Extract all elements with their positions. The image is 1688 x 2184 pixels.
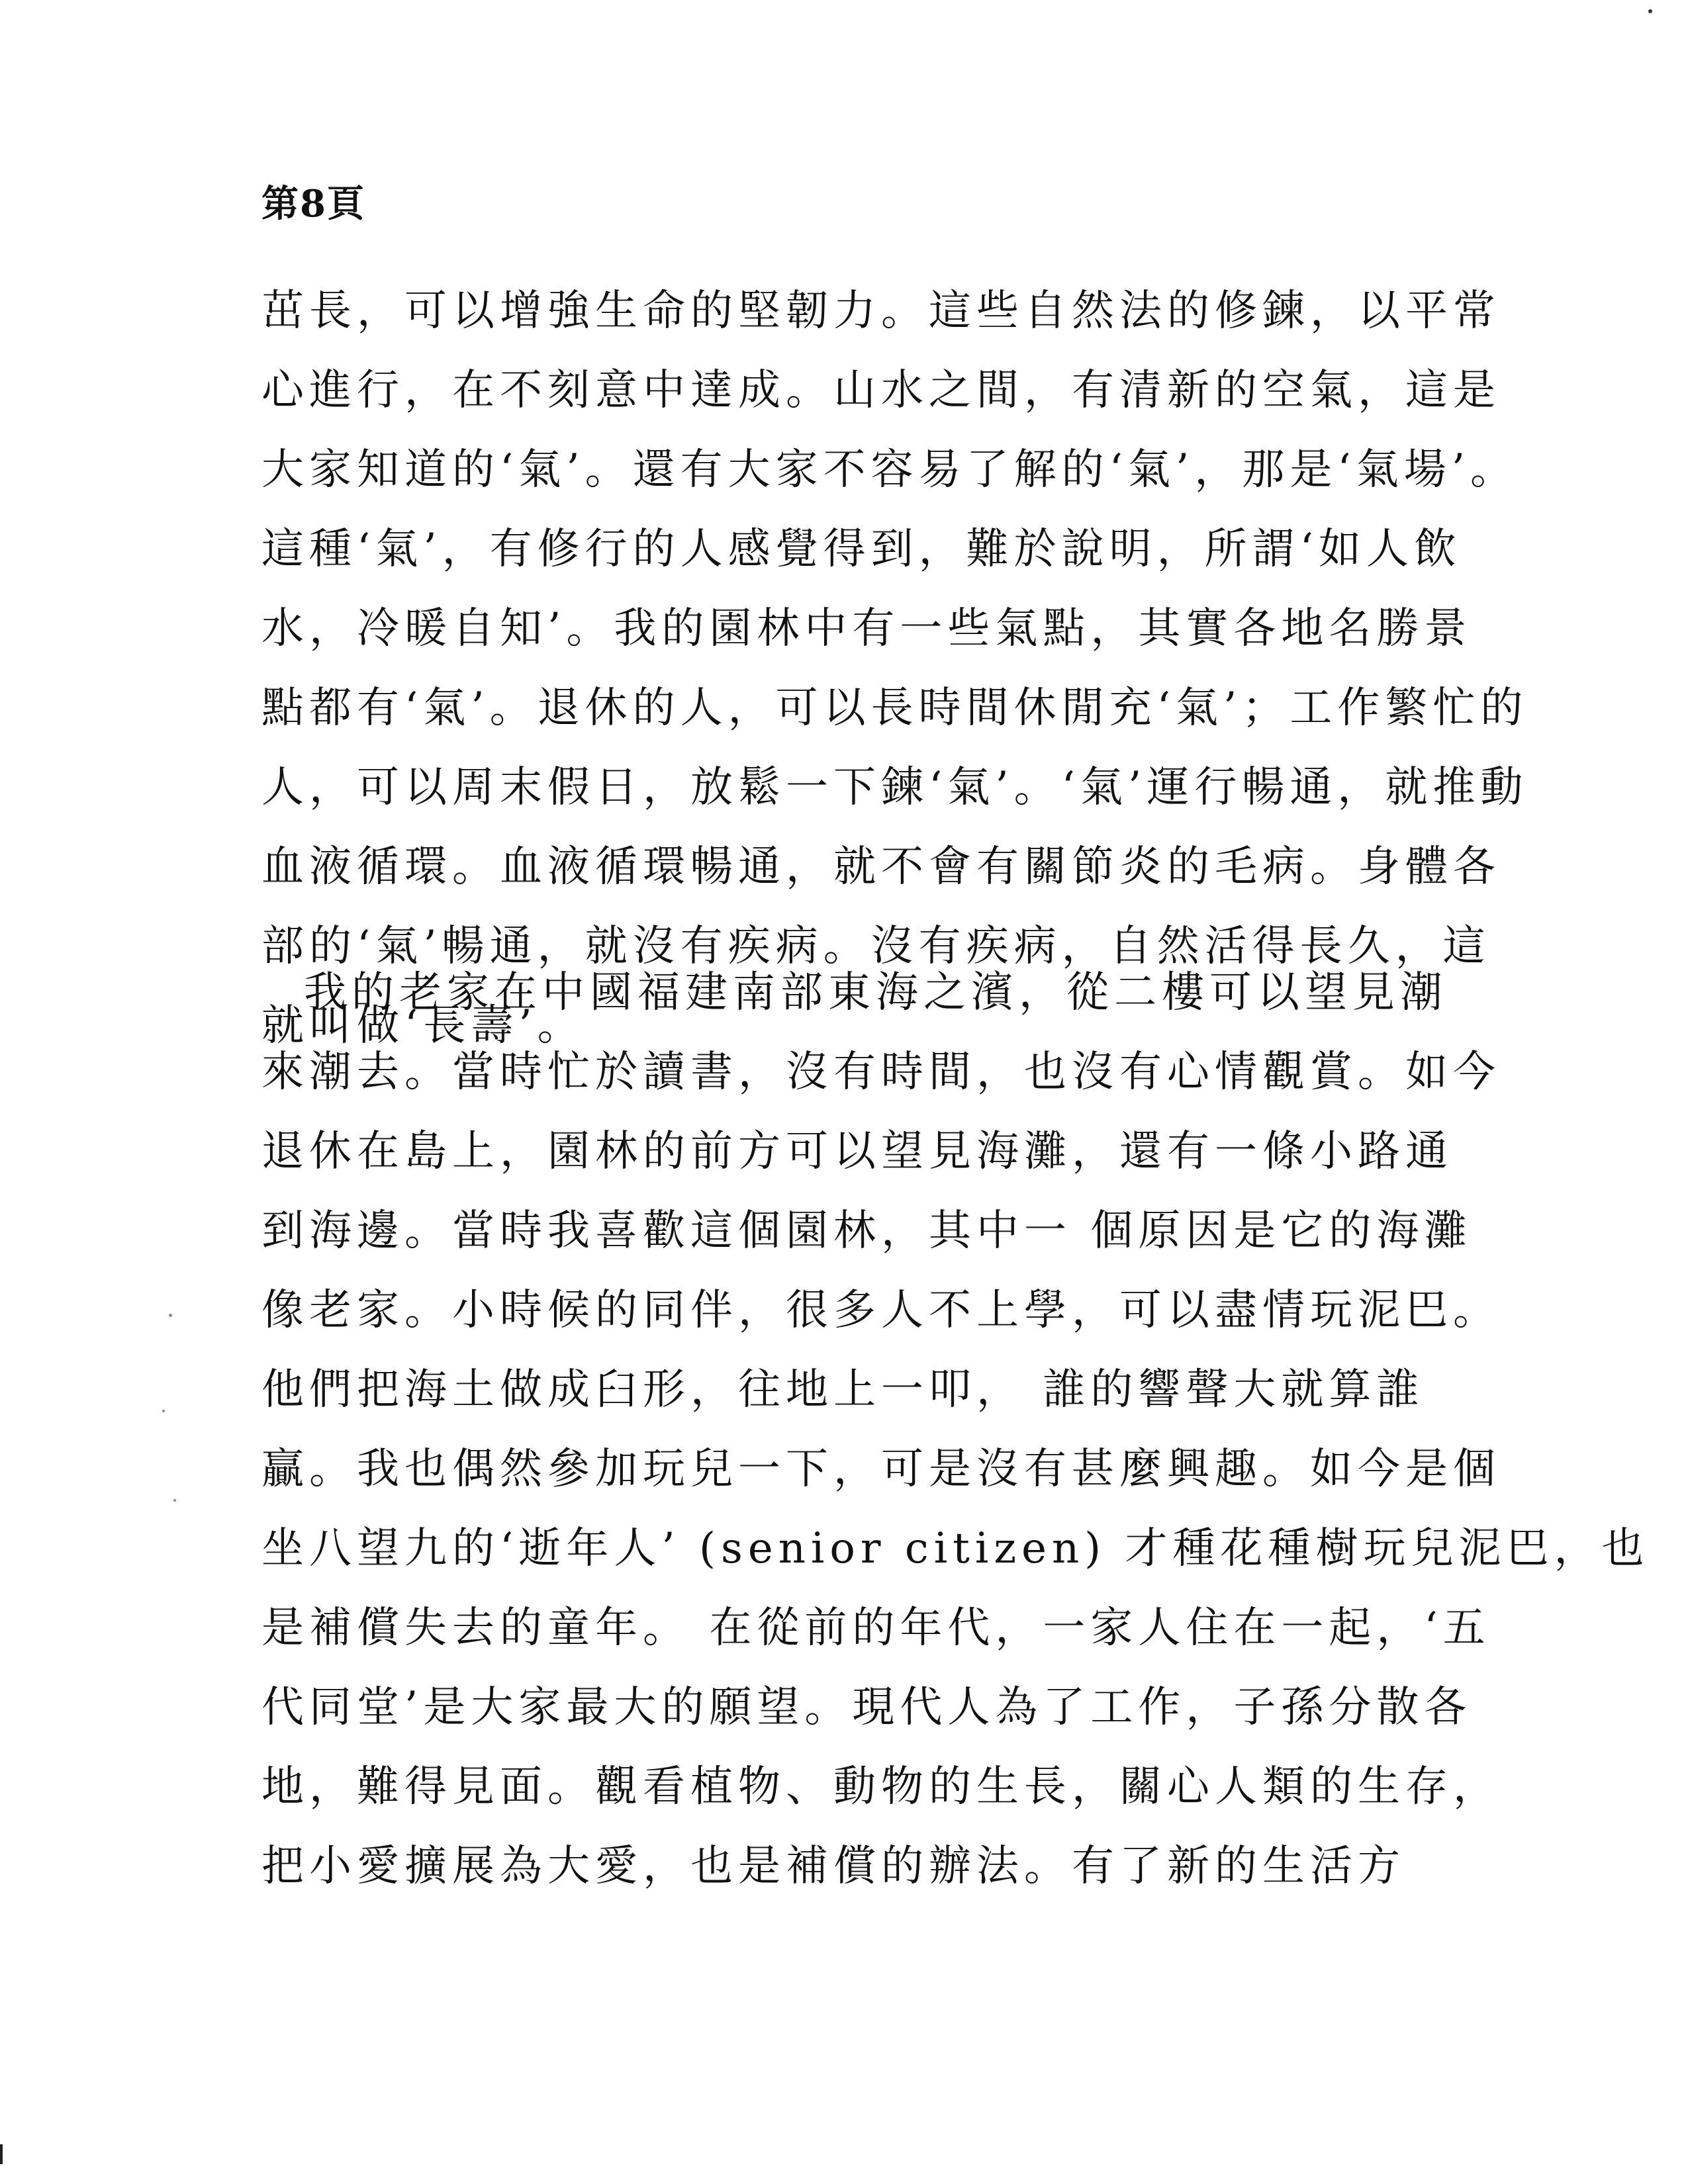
scan-speck (173, 1499, 176, 1502)
scan-speck (169, 1314, 172, 1317)
text-line: 退休在島上，園林的前方可以望見海灘，還有一條小路通 (261, 1127, 1453, 1176)
paragraph-2 (261, 953, 1650, 1906)
text-line: 像老家。小時候的同伴，很多人不上學，可以盡情玩泥巴。 (261, 1286, 1501, 1335)
text-line: 就叫做‘長壽’。 (261, 1001, 585, 1050)
paragraph-1 (261, 271, 1528, 1066)
text-line: 這種‘氣’，有修行的人感覺得到，難於說明，所謂‘如人飲 (261, 525, 1462, 574)
text-line: 贏。我也偶然參加玩兒一下，可是沒有甚麼興趣。如今是個 (261, 1445, 1501, 1494)
text-line: 把小愛擴展為大愛，也是補償的辦法。有了新的生活方 (261, 1842, 1405, 1891)
scan-edge-mark (0, 2144, 3, 2164)
text-line: 心進行，在不刻意中達成。山水之間，有清新的空氣，這是 (261, 366, 1501, 415)
text-line: 水，冷暖自知’。我的園林中有一些氣點，其實各地名勝景 (261, 604, 1472, 653)
text-line: 大家知道的‘氣’。還有大家不容易了解的‘氣’，那是‘氣場’。 (261, 445, 1519, 494)
text-line: 人，可以周末假日，放鬆一下鍊‘氣’。‘氣’運行暢通，就推動 (261, 763, 1528, 812)
text-line: 點都有‘氣’。退休的人，可以長時間休閒充‘氣’；工作繁忙的 (261, 684, 1528, 733)
text-line: 到海邊。當時我喜歡這個園林，其中一 個原因是它的海灘 (261, 1206, 1472, 1255)
page-number: 第8頁 (261, 182, 365, 226)
scan-speck (1648, 9, 1652, 13)
text-line: 血液循環。血液循環暢通，就不會有關節炎的毛病。身體各 (261, 842, 1501, 891)
text-line: 部的‘氣’暢通，就沒有疾病。沒有疾病，自然活得長久，這 (261, 922, 1491, 971)
text-line: 我的老家在中國福建南部東海之濱，從二樓可以望見潮 (304, 968, 1448, 1017)
text-line: 茁長，可以增強生命的堅韌力。這些自然法的修鍊，以平常 (261, 287, 1501, 336)
text-line: 他們把海土做成臼形，往地上一叩， 誰的響聲大就算誰 (261, 1365, 1425, 1414)
text-line: 是補償失去的童年。 在從前的年代，一家人住在一起，‘五 (261, 1604, 1491, 1653)
scan-speck (162, 1410, 165, 1412)
text-line: 代同堂’是大家最大的願望。現代人為了工作，子孫分散各 (261, 1683, 1472, 1732)
text-line: 地，難得見面。觀看植物、動物的生長，關心人類的生存， (261, 1762, 1501, 1811)
text-line: 坐八望九的‘逝年人’ (senior citizen) 才種花種樹玩兒泥巴，也 (261, 1524, 1650, 1573)
text-line: 來潮去。當時忙於讀書，沒有時間，也沒有心情觀賞。如今 (261, 1048, 1501, 1097)
